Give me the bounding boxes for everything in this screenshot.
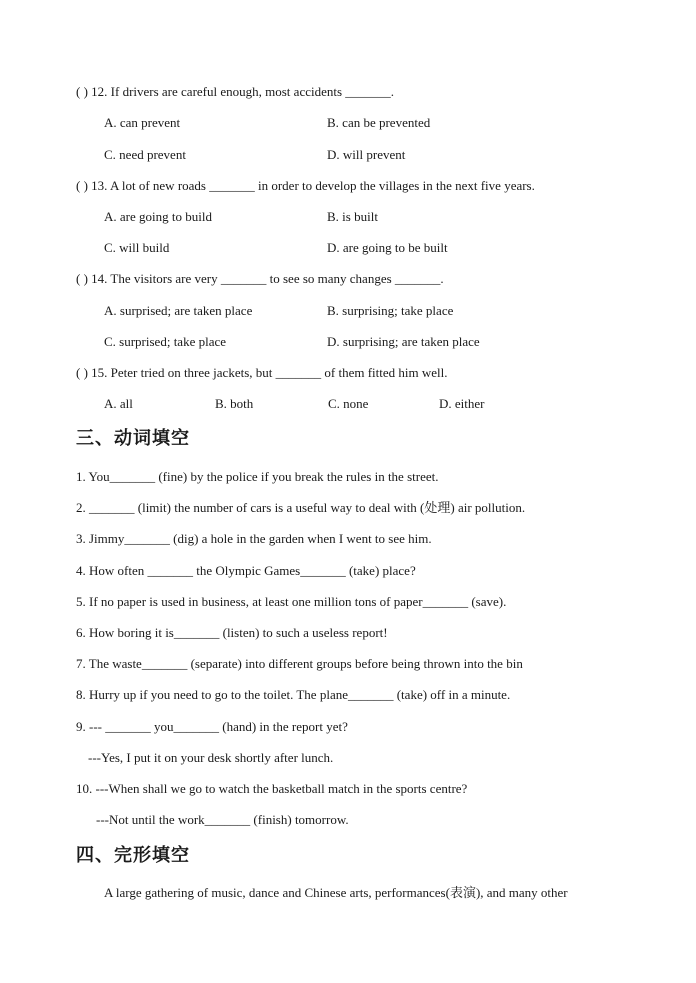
verb-item-5: 5. If no paper is used in business, at least one million tons of paper_______ (save). bbox=[76, 594, 507, 609]
verb-item-10: 10. ---When shall we go to watch the basketball match in the sports centre? bbox=[76, 781, 468, 796]
question-14-option-b: B. surprising; take place bbox=[327, 303, 454, 318]
question-15-option-c: C. none bbox=[328, 396, 369, 411]
question-14-option-c: C. surprised; take place bbox=[104, 334, 227, 349]
verb-item-7: 7. The waste_______ (separate) into different groups before being thrown into the bin bbox=[76, 656, 523, 671]
question-13-option-b: B. is built bbox=[327, 209, 378, 224]
verb-item-8: 8. Hurry up if you need to go to the toilet. The plane_______ (take) off in a minute. bbox=[76, 687, 511, 702]
question-12-option-b: B. can be prevented bbox=[327, 115, 431, 130]
cloze-passage-first-line: A large gathering of music, dance and Chinese arts, performances(表演), and many other bbox=[104, 885, 568, 900]
question-15-option-b: B. both bbox=[215, 396, 254, 411]
question-14-stem: ( ) 14. The visitors are very _______ to see so many changes _______. bbox=[76, 271, 444, 286]
section-3-heading: 三、动词填空 bbox=[76, 428, 190, 449]
question-12-option-d: D. will prevent bbox=[327, 147, 406, 162]
verb-item-3: 3. Jimmy_______ (dig) a hole in the garden when I went to see him. bbox=[76, 531, 432, 546]
verb-item-9: 9. --- _______ you_______ (hand) in the report yet? bbox=[76, 719, 348, 734]
verb-item-9-reply: ---Yes, I put it on your desk shortly after lunch. bbox=[88, 750, 334, 765]
verb-item-10-reply: ---Not until the work_______ (finish) tomorrow. bbox=[96, 812, 349, 827]
question-15-stem: ( ) 15. Peter tried on three jackets, but _______ of them fitted him well. bbox=[76, 365, 448, 380]
question-12-option-c: C. need prevent bbox=[104, 147, 186, 162]
question-13-option-c: C. will build bbox=[104, 240, 170, 255]
verb-item-2: 2. _______ (limit) the number of cars is a useful way to deal with (处理) air pollution. bbox=[76, 500, 526, 515]
verb-item-6: 6. How boring it is_______ (listen) to such a useless report! bbox=[76, 625, 388, 640]
question-14-option-d: D. surprising; are taken place bbox=[327, 334, 480, 349]
question-15-option-d: D. either bbox=[439, 396, 485, 411]
question-14-option-a: A. surprised; are taken place bbox=[104, 303, 253, 318]
verb-item-1: 1. You_______ (fine) by the police if you break the rules in the street. bbox=[76, 469, 439, 484]
question-13-option-d: D. are going to be built bbox=[327, 240, 448, 255]
verb-item-4: 4. How often _______ the Olympic Games_______ (take) place? bbox=[76, 563, 416, 578]
section-4-heading: 四、完形填空 bbox=[76, 845, 190, 866]
question-13-option-a: A. are going to build bbox=[104, 209, 212, 224]
question-12-stem: ( ) 12. If drivers are careful enough, most accidents _______. bbox=[76, 84, 395, 99]
question-12-option-a: A. can prevent bbox=[104, 115, 181, 130]
question-13-stem: ( ) 13. A lot of new roads _______ in order to develop the villages in the next five years. bbox=[76, 178, 535, 193]
question-15-option-a: A. all bbox=[104, 396, 133, 411]
